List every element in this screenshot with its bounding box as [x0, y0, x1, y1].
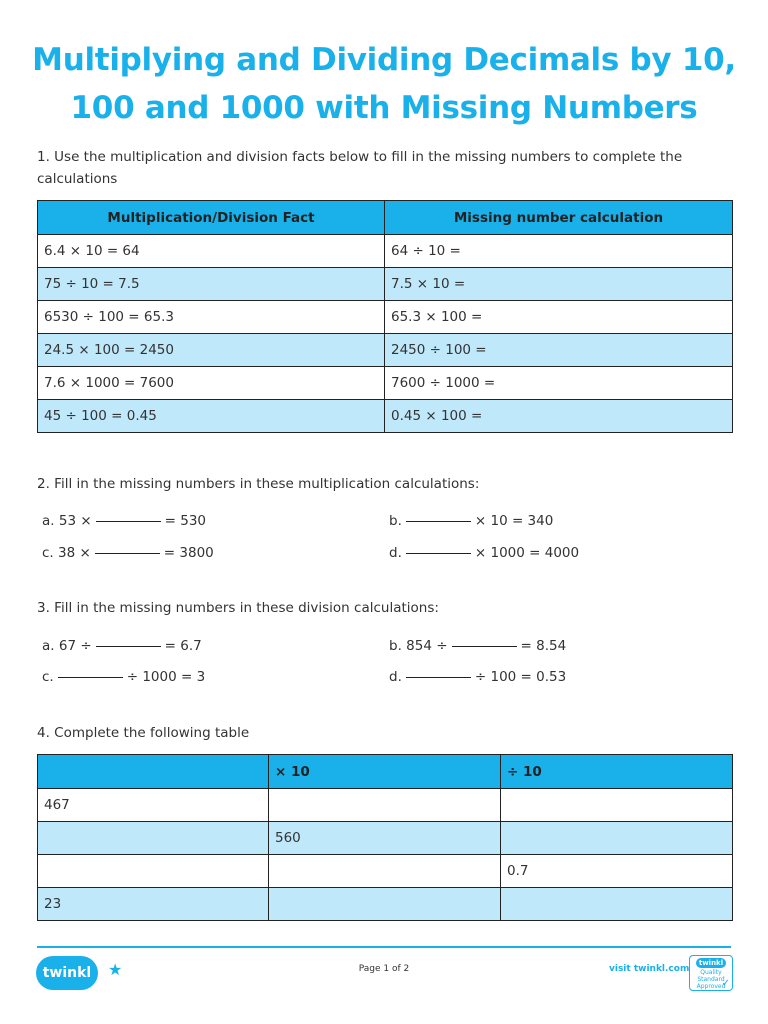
q2-c-suffix: = 3800 — [163, 545, 214, 561]
q3-d-prefix: d. — [389, 669, 402, 685]
q3-a-suffix: = 6.7 — [164, 638, 202, 654]
table-cell[interactable] — [269, 789, 501, 822]
missing-cell[interactable]: 65.3 × 100 = — [385, 301, 733, 334]
answer-blank[interactable] — [58, 676, 123, 678]
title-line-1: Multiplying and Dividing Decimals by 10, — [32, 42, 736, 78]
table-row — [38, 789, 733, 822]
table-cell: 560 — [269, 822, 501, 855]
missing-cell[interactable]: 0.45 × 100 = — [385, 400, 733, 433]
q3-b-suffix: = 8.54 — [520, 638, 567, 654]
facts-table — [37, 200, 733, 433]
table-row — [38, 235, 733, 268]
fact-cell: 75 ÷ 10 = 7.5 — [38, 268, 385, 301]
table-header-row — [38, 755, 733, 789]
question-1-text: 1. Use the multiplication and division facts below to fill in the missing numbers to complete the calculations — [37, 149, 683, 187]
answer-blank[interactable] — [452, 645, 517, 647]
table-row — [38, 400, 733, 433]
visit-link[interactable]: visit twinkl.com — [609, 964, 690, 974]
answer-blank[interactable] — [96, 645, 161, 647]
fact-cell: 6.4 × 10 = 64 — [38, 235, 385, 268]
fact-cell: 6530 ÷ 100 = 65.3 — [38, 301, 385, 334]
check-icon: ✓ — [721, 978, 730, 989]
table-cell[interactable] — [269, 888, 501, 921]
q3-c-suffix: ÷ 1000 = 3 — [126, 669, 206, 685]
page-title — [0, 36, 768, 132]
fact-cell: 7.6 × 1000 = 7600 — [38, 367, 385, 400]
q3-item-b — [389, 638, 566, 654]
badge-logo: twinkl — [696, 958, 726, 968]
table-row — [38, 334, 733, 367]
page-number: Page 1 of 2 — [358, 964, 410, 974]
quality-badge — [689, 955, 733, 991]
answer-blank[interactable] — [406, 552, 471, 554]
table-cell: 0.7 — [501, 855, 733, 888]
table-row — [38, 367, 733, 400]
q3-item-a — [42, 638, 202, 654]
q2-item-b — [389, 513, 553, 529]
q3-d-suffix: ÷ 100 = 0.53 — [474, 669, 567, 685]
table-row — [38, 268, 733, 301]
question-4-text: 4. Complete the following table — [37, 725, 250, 741]
q2-a-prefix: a. 53 × — [42, 513, 92, 529]
missing-cell[interactable]: 7600 ÷ 1000 = — [385, 367, 733, 400]
q3-item-c — [42, 669, 205, 685]
twinkl-logo: twinkl — [36, 956, 98, 990]
q3-a-prefix: a. 67 ÷ — [42, 638, 92, 654]
header-fact: Multiplication/Division Fact — [38, 201, 385, 235]
q2-a-suffix: = 530 — [164, 513, 207, 529]
table-row — [38, 822, 733, 855]
table-cell[interactable] — [501, 789, 733, 822]
table-cell[interactable] — [38, 822, 269, 855]
fact-cell: 45 ÷ 100 = 0.45 — [38, 400, 385, 433]
q3-c-prefix: c. — [42, 669, 54, 685]
q2-item-a — [42, 513, 206, 529]
title-line-2: 100 and 1000 with Missing Numbers — [70, 90, 698, 126]
star-icon: ★ — [108, 960, 123, 979]
table-cell: 467 — [38, 789, 269, 822]
missing-cell[interactable]: 7.5 × 10 = — [385, 268, 733, 301]
question-2-text: 2. Fill in the missing numbers in these multiplication calculations: — [37, 476, 480, 492]
header-divide-10: ÷ 10 — [501, 755, 733, 789]
complete-table — [37, 754, 733, 921]
question-3-text: 3. Fill in the missing numbers in these division calculations: — [37, 600, 439, 616]
q3-item-d — [389, 669, 566, 685]
missing-cell[interactable]: 2450 ÷ 100 = — [385, 334, 733, 367]
q2-b-suffix: × 10 = 340 — [474, 513, 554, 529]
table-row — [38, 301, 733, 334]
answer-blank[interactable] — [406, 520, 471, 522]
table-cell[interactable] — [501, 822, 733, 855]
table-cell: 23 — [38, 888, 269, 921]
badge-text: Quality Standard Approved — [696, 969, 726, 990]
table-cell[interactable] — [38, 855, 269, 888]
table-header-row — [38, 201, 733, 235]
answer-blank[interactable] — [96, 520, 161, 522]
q3-b-prefix: b. 854 ÷ — [389, 638, 448, 654]
q2-item-d — [389, 545, 579, 561]
header-number — [38, 755, 269, 789]
q2-item-c — [42, 545, 214, 561]
q2-d-prefix: d. — [389, 545, 402, 561]
header-times-10: × 10 — [269, 755, 501, 789]
answer-blank[interactable] — [95, 552, 160, 554]
q2-c-prefix: c. 38 × — [42, 545, 91, 561]
header-missing: Missing number calculation — [385, 201, 733, 235]
table-cell[interactable] — [501, 888, 733, 921]
q2-b-prefix: b. — [389, 513, 402, 529]
table-cell[interactable] — [269, 855, 501, 888]
missing-cell[interactable]: 64 ÷ 10 = — [385, 235, 733, 268]
q2-d-suffix: × 1000 = 4000 — [474, 545, 580, 561]
fact-cell: 24.5 × 100 = 2450 — [38, 334, 385, 367]
footer-divider — [37, 946, 731, 948]
answer-blank[interactable] — [406, 676, 471, 678]
table-row — [38, 855, 733, 888]
table-row — [38, 888, 733, 921]
